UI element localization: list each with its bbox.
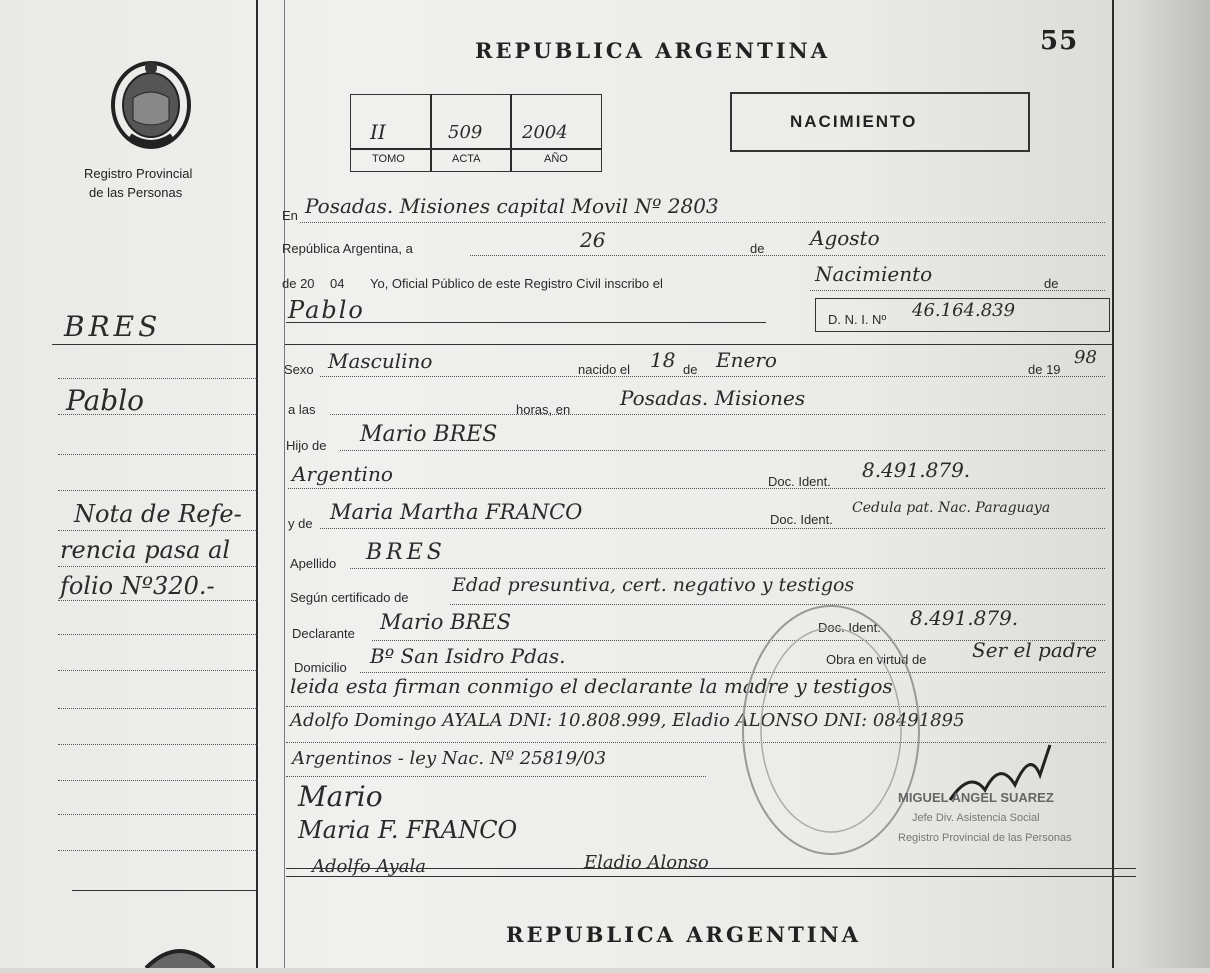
declarante-label: Declarante [292, 626, 355, 641]
de-label: de [750, 241, 765, 256]
sidebar-surname: BRES [64, 310, 162, 343]
signature-father: Mario [298, 780, 383, 813]
official-stamp-line2: Jefe Div. Asistencia Social [912, 812, 1040, 824]
registry-name-line1: Registro Provincial [84, 166, 193, 181]
obra-label: Obra en virtud de [826, 652, 927, 667]
sidebar-note-line1: Nota de Refe- [74, 500, 242, 528]
acta-value: 509 [448, 122, 483, 143]
tomo-value: II [370, 120, 386, 144]
year-value: 04 [330, 276, 345, 291]
month-value: Agosto [810, 226, 880, 250]
inscribo-value: Nacimiento [815, 262, 933, 286]
oficial-text: Yo, Oficial Público de este Registro Civil inscribo el [370, 276, 663, 291]
domicilio-value: Bº San Isidro Pdas. [370, 644, 566, 668]
declarante-doc-value: 8.491.879. [910, 606, 1019, 630]
segun-label: Según certificado de [290, 590, 409, 605]
text-line-3: Argentinos - ley Nac. Nº 25819/03 [292, 748, 607, 769]
dni-value: 46.164.839 [912, 300, 1016, 321]
birth-day: 18 [650, 348, 676, 372]
birth-year-prefix: de 19 [1028, 362, 1061, 377]
provincial-seal-icon [108, 58, 194, 157]
declarante-doc-label: Doc. Ident. [818, 620, 881, 635]
official-stamp-line3: Registro Provincial de las Personas [898, 832, 1072, 844]
signature-witness-1: Adolfo Ayala [312, 856, 426, 877]
horas-label: horas, en [516, 402, 571, 417]
birth-month: Enero [716, 348, 777, 372]
text-line-2: Adolfo Domingo AYALA DNI: 10.808.999, Eladio ALONSO DNI: 08491895 [290, 710, 965, 731]
mother-doc-value: Cedula pat. Nac. Paraguaya [852, 500, 1051, 516]
place-value: Posadas. Misiones [620, 386, 806, 410]
birth-year-value: 98 [1074, 347, 1097, 368]
father-doc-label: Doc. Ident. [768, 474, 831, 489]
segun-value: Edad presuntiva, cert. negativo y testigos [452, 574, 855, 596]
name-value: Pablo [288, 296, 365, 324]
document-type: NACIMIENTO [790, 112, 918, 131]
sidebar-given-name: Pablo [66, 384, 145, 417]
page-title: REPUBLICA ARGENTINA [475, 38, 831, 63]
mother-value: Maria Martha FRANCO [330, 500, 583, 524]
en-label: En [282, 208, 298, 223]
sidebar-note-line3: folio Nº320.- [60, 572, 215, 600]
de3-label: de [683, 362, 698, 377]
nacido-label: nacido el [578, 362, 631, 377]
sexo-label: Sexo [284, 362, 314, 377]
father-doc-value: 8.491.879. [862, 458, 971, 482]
sidebar-note-line2: rencia pasa al [60, 536, 231, 564]
right-margin-rule [1112, 0, 1114, 968]
domicilio-label: Domicilio [294, 660, 347, 675]
hijo-label: Hijo de [286, 438, 327, 453]
acta-label: ACTA [452, 153, 481, 165]
apellido-value: BRES [366, 540, 446, 565]
alas-label: a las [288, 402, 316, 417]
sexo-value: Masculino [328, 349, 433, 373]
day-value: 26 [580, 228, 606, 252]
page-edge-shadow [1140, 0, 1210, 968]
apellido-label: Apellido [290, 556, 337, 571]
signature-witness-2: Eladio Alonso [584, 852, 709, 873]
content-left-rule [284, 0, 285, 968]
tomo-label: TOMO [372, 153, 405, 165]
left-margin-rule [256, 0, 258, 968]
footer-title: REPUBLICA ARGENTINA [506, 922, 862, 947]
dni-label: D. N. I. Nº [828, 312, 887, 327]
year-prefix: de 20 [282, 276, 315, 291]
ano-value: 2004 [522, 122, 568, 143]
official-round-stamp [736, 600, 926, 865]
footer-seal-icon [142, 944, 218, 973]
text-line-1: leida esta firman conmigo el declarante la madre y testigos [290, 674, 893, 698]
yde-label: y de [288, 516, 313, 531]
ano-label: AÑO [544, 153, 568, 165]
page-number: 55 [1040, 26, 1079, 56]
mother-doc-label: Doc. Ident. [770, 512, 833, 527]
father-value: Mario BRES [360, 422, 498, 447]
obra-value: Ser el padre [972, 638, 1097, 662]
en-value: Posadas. Misiones capital Movil Nº 2803 [305, 194, 719, 218]
signature-mother: Maria F. FRANCO [298, 816, 518, 844]
registry-name-line2: de las Personas [89, 185, 183, 200]
republica-label: República Argentina, a [282, 241, 413, 256]
de2-label: de [1044, 276, 1059, 291]
declarante-value: Mario BRES [380, 610, 512, 634]
official-stamp-line1: MIGUEL ANGEL SUAREZ [898, 790, 1054, 805]
father-nationality: Argentino [292, 462, 393, 486]
